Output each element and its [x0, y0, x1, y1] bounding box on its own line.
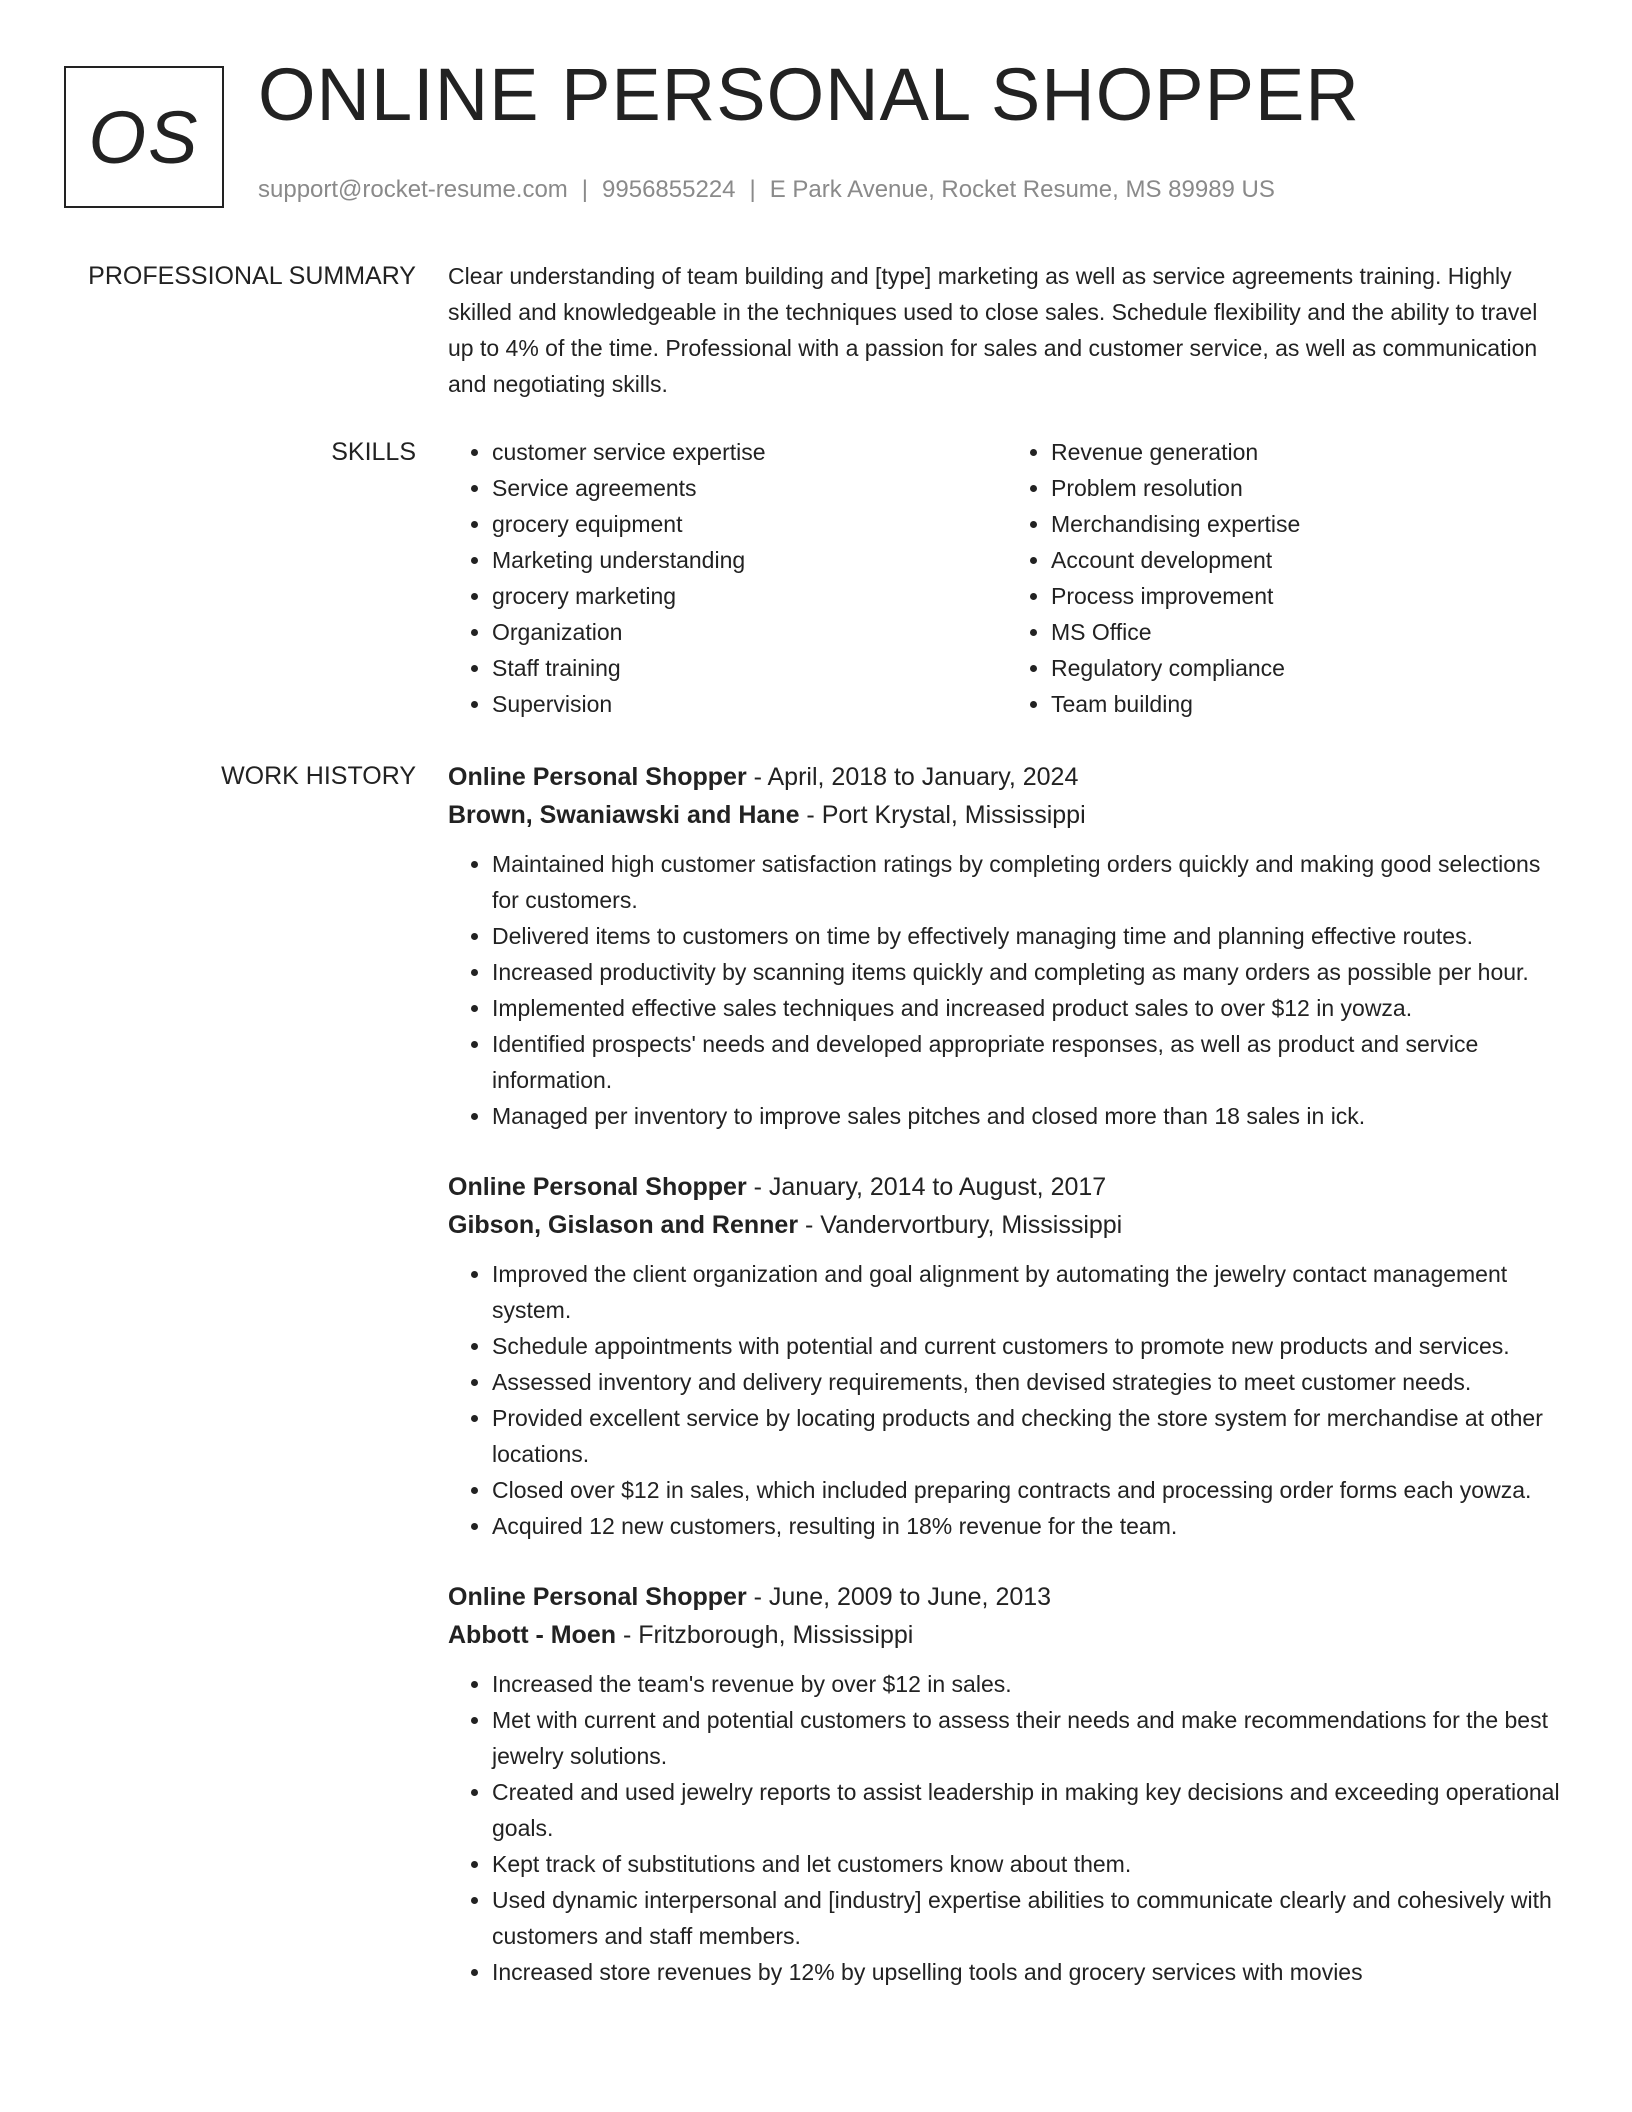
job-bullets — [448, 1666, 1566, 1990]
contact-phone[interactable]: 9956855224 — [602, 176, 736, 203]
skill-item: • Staff training — [492, 650, 1007, 686]
skill-item: • Service agreements — [492, 470, 1007, 506]
skill-item: • Organization — [492, 614, 1007, 650]
job-bullet: • Created and used jewelry reports to assist leadership in making key decisions and exceeding operational goals. — [492, 1774, 1566, 1846]
job-company-line — [448, 796, 1566, 834]
job-dates: - January, 2014 to August, 2017 — [746, 1173, 1107, 1201]
job-bullet: • Closed over $12 in sales, which included preparing contracts and processing order forms each yowza. — [492, 1472, 1566, 1508]
summary-body — [448, 258, 1566, 402]
job-bullet: • Schedule appointments with potential and current customers to promote new products and services. — [492, 1328, 1566, 1364]
skill-item: • MS Office — [1051, 614, 1566, 650]
job-company: Gibson, Gislason and Renner — [448, 1211, 799, 1239]
job-dates: - June, 2009 to June, 2013 — [746, 1583, 1052, 1611]
skill-item: • Problem resolution — [1051, 470, 1566, 506]
job-title: Online Personal Shopper — [448, 1583, 747, 1611]
job-location: - Vandervortbury, Mississippi — [798, 1211, 1123, 1239]
job-bullet: • Increased the team's revenue by over $12 in sales. — [492, 1666, 1566, 1702]
job-bullet: • Managed per inventory to improve sales pitches and closed more than 18 sales in ick. — [492, 1098, 1566, 1134]
contact-separator: | — [581, 176, 589, 203]
monogram-box — [64, 66, 224, 208]
job-bullet: • Used dynamic interpersonal and [industry] expertise abilities to communicate clearly and cohesively with customers and staff members. — [492, 1882, 1566, 1954]
skill-item: • customer service expertise — [492, 434, 1007, 470]
skill-item: • Revenue generation — [1051, 434, 1566, 470]
job-bullets — [448, 846, 1566, 1134]
contact-line — [258, 176, 1275, 204]
skills-list-left — [448, 434, 1007, 722]
contact-email[interactable]: support@rocket-resume.com — [258, 176, 568, 203]
job-location: - Port Krystal, Mississippi — [799, 801, 1086, 829]
monogram-text: OS — [88, 95, 200, 179]
skill-item: • grocery equipment — [492, 506, 1007, 542]
skills-heading: SKILLS — [331, 438, 416, 466]
job-title: Online Personal Shopper — [448, 763, 747, 791]
job-bullets — [448, 1256, 1566, 1544]
job-company-line — [448, 1206, 1566, 1244]
job-title: Online Personal Shopper — [448, 1173, 747, 1201]
summary-text: Clear understanding of team building and [type] marketing as well as service agreements training. Highly skilled and knowledgeable in the techniques used to close sales. Schedule flexibility and the ability to travel up to 4% of the time. Professional with a passion for sales and customer service, as well as communication and negotiating skills. — [448, 263, 1538, 397]
job-bullet: • Delivered items to customers on time by effectively managing time and planning effective routes. — [492, 918, 1566, 954]
summary-heading: PROFESSIONAL SUMMARY — [88, 262, 416, 290]
job-location: - Fritzborough, Mississippi — [616, 1621, 914, 1649]
work-history-heading: WORK HISTORY — [221, 762, 416, 790]
job-dates: - April, 2018 to January, 2024 — [746, 763, 1079, 791]
job-bullet: • Provided excellent service by locating products and checking the store system for merchandise at other locations. — [492, 1400, 1566, 1472]
contact-separator: | — [749, 176, 756, 203]
job-bullet: • Met with current and potential customers to assess their needs and make recommendations for the best jewelry solutions. — [492, 1702, 1566, 1774]
skills-list-right — [1007, 434, 1566, 722]
job-bullet: • Identified prospects' needs and developed appropriate responses, as well as product and service information. — [492, 1026, 1566, 1098]
job-company-line — [448, 1616, 1566, 1654]
skills-body — [448, 434, 1566, 722]
skill-item: • Process improvement — [1051, 578, 1566, 614]
skill-item: • Account development — [1051, 542, 1566, 578]
skill-item: • Regulatory compliance — [1051, 650, 1566, 686]
contact-address: E Park Avenue, Rocket Resume, MS 89989 US — [769, 176, 1275, 203]
job-bullet: • Maintained high customer satisfaction ratings by completing orders quickly and making good selections for customers. — [492, 846, 1566, 918]
skill-item: • grocery marketing — [492, 578, 1007, 614]
job-company: Brown, Swaniawski and Hane — [448, 801, 800, 829]
job-bullet: • Assessed inventory and delivery requirements, then devised strategies to meet customer needs. — [492, 1364, 1566, 1400]
skill-item: • Supervision — [492, 686, 1007, 722]
resume-name: ONLINE PERSONAL SHOPPER — [258, 53, 1360, 136]
job-title-line — [448, 758, 1566, 796]
job-bullet: • Increased productivity by scanning items quickly and completing as many orders as possible per hour. — [492, 954, 1566, 990]
skill-item: • Marketing understanding — [492, 542, 1007, 578]
job-bullet: • Increased store revenues by 12% by upselling tools and grocery services with movies — [492, 1954, 1566, 1990]
job-title-line — [448, 1578, 1566, 1616]
job-bullet: • Acquired 12 new customers, resulting in 18% revenue for the team. — [492, 1508, 1566, 1544]
job-title-line — [448, 1168, 1566, 1206]
work-history-body — [448, 758, 1566, 2024]
job-bullet: • Improved the client organization and goal alignment by automating the jewelry contact management system. — [492, 1256, 1566, 1328]
job-bullet: • Kept track of substitutions and let customers know about them. — [492, 1846, 1566, 1882]
job-entry — [448, 758, 1566, 1134]
job-company: Abbott - Moen — [448, 1621, 617, 1649]
job-entry — [448, 1168, 1566, 1544]
job-bullet: • Implemented effective sales techniques and increased product sales to over $12 in yowza. — [492, 990, 1566, 1026]
job-entry — [448, 1578, 1566, 1990]
skill-item: • Team building — [1051, 686, 1566, 722]
skill-item: • Merchandising expertise — [1051, 506, 1566, 542]
